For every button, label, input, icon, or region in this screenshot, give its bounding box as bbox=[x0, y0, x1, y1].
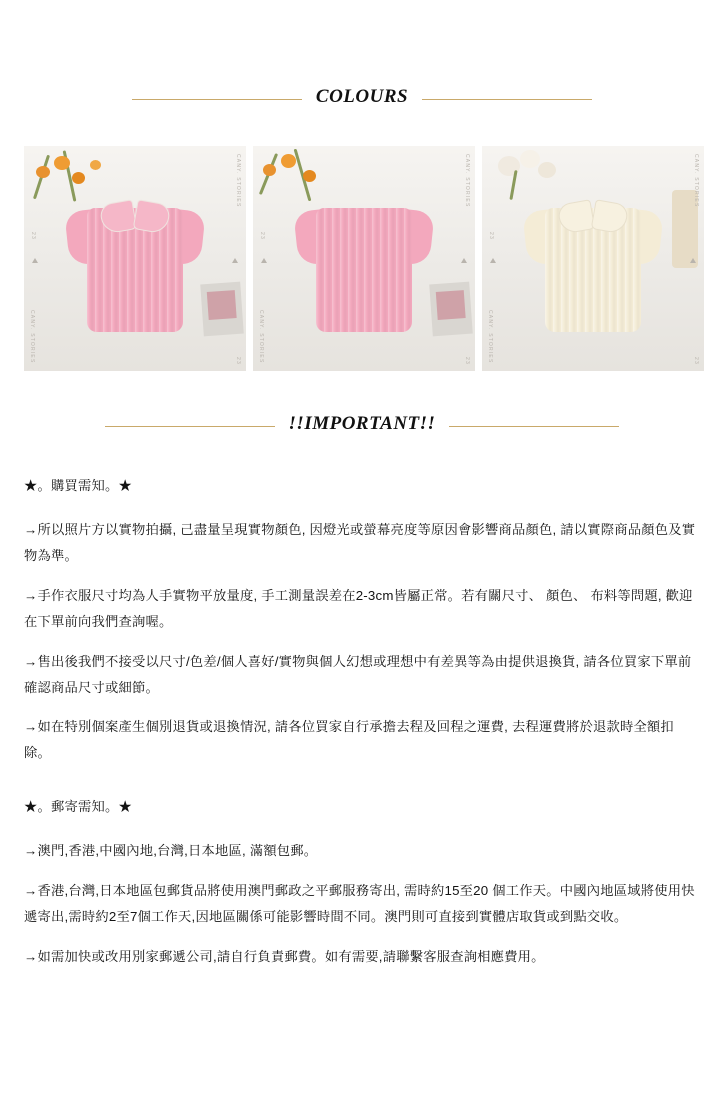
garment-illustration bbox=[298, 192, 430, 332]
purchase-notice-heading: ★。購買需知。★ bbox=[24, 478, 132, 493]
collar-wing-right bbox=[591, 199, 630, 234]
heading-rule-right bbox=[449, 426, 619, 427]
colours-section-heading bbox=[24, 88, 700, 110]
prop-book-cover bbox=[436, 290, 466, 320]
notice-spacer bbox=[24, 780, 700, 794]
photo-marker-right: 23 bbox=[235, 357, 241, 365]
shipping-notice-item: →如需加快或改用別家郵遞公司,請自行負責郵費。如有需要,請聯繫客服查詢相應費用。 bbox=[24, 948, 545, 964]
shipping-notice-item: →澳門,香港,中國內地,台灣,日本地區, 滿額包郵。 bbox=[24, 843, 318, 859]
flower-bloom bbox=[263, 164, 276, 176]
garment-collar bbox=[562, 202, 624, 232]
prop-book-cover bbox=[207, 290, 237, 320]
product-photo-cream-collar bbox=[482, 146, 704, 371]
purchase-notice-item: →如在特別個案產生個別退貨或退換情況, 請各位買家自行承擔去程及回程之運費, 去程運費將於退款時全額扣除。 bbox=[24, 719, 674, 761]
flower-bloom bbox=[54, 156, 70, 170]
prop-book bbox=[429, 282, 473, 337]
garment-illustration bbox=[527, 192, 659, 332]
important-section-heading bbox=[24, 415, 700, 437]
flower-bloom bbox=[303, 170, 316, 182]
photo-watermark-top: CANY. STORIES bbox=[464, 154, 470, 208]
photo-marker-triangle-right bbox=[461, 258, 467, 263]
flower-bloom bbox=[520, 150, 540, 168]
product-photo-pink-plain bbox=[253, 146, 475, 371]
flower-bloom bbox=[72, 172, 85, 184]
product-description-page bbox=[0, 88, 724, 1112]
photo-watermark-top: CANY. STORIES bbox=[693, 154, 699, 208]
flower-bloom bbox=[538, 162, 556, 178]
shipping-notice-heading: ★。郵寄需知。★ bbox=[24, 799, 132, 815]
flower-bloom bbox=[36, 166, 50, 178]
collar-wing-left bbox=[557, 199, 596, 234]
photo-marker-right: 23 bbox=[693, 357, 699, 365]
prop-book bbox=[200, 282, 244, 337]
photo-watermark-bottom: CANY. STORIES bbox=[487, 309, 493, 363]
photo-marker-triangle-right bbox=[232, 258, 238, 263]
colours-title: COLOURS bbox=[315, 86, 409, 107]
photo-marker-left: 23 bbox=[259, 232, 265, 240]
purchase-notice-item: →所以照片方以實物拍攝, 己盡量呈現實物顏色, 因燈光或螢幕亮度等原因會影響商品顏色, 請以實際商品顏色及實物為準。 bbox=[24, 521, 696, 563]
collar-wing-right bbox=[133, 199, 172, 234]
colour-photo-row bbox=[24, 146, 700, 371]
heading-rule-right bbox=[422, 99, 592, 100]
flower-bloom bbox=[281, 154, 296, 168]
photo-marker-left: 23 bbox=[488, 232, 494, 240]
important-title: !!IMPORTANT!! bbox=[288, 413, 436, 434]
product-photo-pink-collar bbox=[24, 146, 246, 371]
purchase-notice-item: →售出後我們不接受以尺寸/色差/個人喜好/實物與個人幻想或理想中有差異等為由提供退換貨, 請各位買家下單前確認商品尺寸或細節。 bbox=[24, 653, 692, 695]
photo-marker-triangle-left bbox=[32, 258, 38, 263]
photo-watermark-bottom: CANY. STORIES bbox=[29, 309, 35, 363]
garment-body bbox=[316, 208, 412, 332]
heading-rule-left bbox=[132, 99, 302, 100]
purchase-notice-item: →手作衣服尺寸均為人手實物平放量度, 手工測量誤差在2-3cm皆屬正常。若有關尺寸、 顏色、 布料等問題, 歡迎在下單前向我們查詢喔。 bbox=[24, 587, 693, 629]
shipping-notice-item: →香港,台灣,日本地區包郵貨品將使用澳門郵政之平郵服務寄出, 需時約15至20 個工作天。中國內地區域將使用快遞寄出,需時約2至7個工作天,因地區關係可能影響時間不同。澳門則可直接到實體店取貨或到點交收。 bbox=[24, 883, 695, 925]
photo-marker-triangle-right bbox=[690, 258, 696, 263]
garment-collar bbox=[104, 202, 166, 232]
photo-marker-triangle-left bbox=[261, 258, 267, 263]
notice-content bbox=[24, 473, 700, 970]
photo-marker-right: 23 bbox=[464, 357, 470, 365]
collar-wing-left bbox=[99, 199, 138, 234]
photo-marker-left: 23 bbox=[30, 232, 36, 240]
photo-watermark-top: CANY. STORIES bbox=[235, 154, 241, 208]
heading-rule-left bbox=[105, 426, 275, 427]
flower-bloom bbox=[90, 160, 101, 170]
garment-illustration bbox=[69, 192, 201, 332]
photo-marker-triangle-left bbox=[490, 258, 496, 263]
photo-watermark-bottom: CANY. STORIES bbox=[258, 309, 264, 363]
